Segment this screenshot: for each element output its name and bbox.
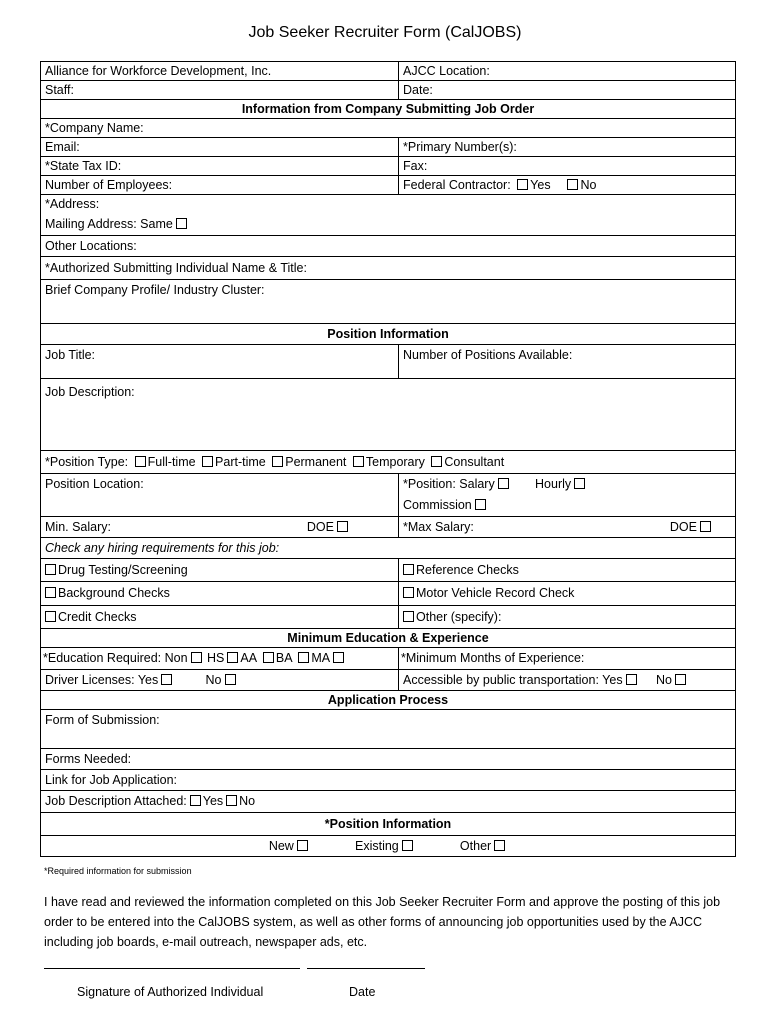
date-field[interactable]: Date: (399, 81, 736, 100)
edu-hs-checkbox[interactable] (227, 652, 238, 663)
credit-checks-label: Credit Checks (58, 610, 137, 624)
driver-license-field (41, 670, 399, 691)
fulltime-label: Full-time (147, 455, 196, 469)
motor-vehicle-label: Motor Vehicle Record Check (416, 586, 575, 600)
federal-no-label: No (580, 178, 597, 192)
position-status-row (41, 836, 736, 857)
edu-ba-label: BA (275, 651, 292, 665)
application-link-field[interactable]: Link for Job Application: (41, 770, 736, 791)
edu-hs-label: HS (207, 651, 225, 665)
attached-yes-checkbox[interactable] (190, 795, 201, 806)
submission-form-field[interactable]: Form of Submission: (41, 710, 736, 749)
edu-aa-label: AA (240, 651, 257, 665)
staff-field[interactable]: Staff: (41, 81, 399, 100)
transport-field (399, 670, 736, 691)
salary-label: *Position: Salary (403, 477, 495, 491)
authorized-individual-field[interactable]: *Authorized Submitting Individual Name & Title: (41, 257, 736, 280)
compensation-field (399, 474, 736, 517)
background-checks-label: Background Checks (58, 586, 170, 600)
parttime-label: Part-time (215, 455, 266, 469)
fax-field[interactable]: Fax: (399, 157, 736, 176)
consultant-checkbox[interactable] (431, 456, 442, 467)
attached-no-checkbox[interactable] (226, 795, 237, 806)
required-footnote: *Required information for submission (44, 866, 192, 876)
approval-statement: I have read and reviewed the information completed on this Job Seeker Recruiter Form and approve the posting of this job order to be entered into the CalJOBS system, as well as other forms of announcing job opportunities used by the AJCC including job boards, e-mail outreach, newspaper ads, etc. (44, 895, 721, 949)
date-label: Date (349, 985, 376, 999)
min-doe-checkbox[interactable] (337, 521, 348, 532)
company-profile-field[interactable]: Brief Company Profile/ Industry Cluster: (41, 280, 736, 324)
edu-none-checkbox[interactable] (191, 652, 202, 663)
permanent-checkbox[interactable] (272, 456, 283, 467)
temporary-checkbox[interactable] (353, 456, 364, 467)
company-name-field[interactable]: *Company Name: (41, 119, 736, 138)
permanent-label: Permanent (285, 455, 347, 469)
job-description-attached-field (41, 791, 736, 813)
education-required-field (41, 648, 399, 670)
federal-no-checkbox[interactable] (567, 179, 578, 190)
edu-ma-label: MA (311, 651, 331, 665)
state-tax-id-field[interactable]: *State Tax ID: (41, 157, 399, 176)
federal-contractor-field (399, 176, 736, 195)
fulltime-checkbox[interactable] (135, 456, 146, 467)
max-doe-checkbox[interactable] (700, 521, 711, 532)
job-description-field[interactable]: Job Description: (41, 379, 736, 451)
driver-yes-label: Driver Licenses: Yes (45, 673, 159, 687)
req-motor-cell (399, 582, 736, 606)
req-reference-cell (399, 559, 736, 582)
primary-number-field[interactable]: *Primary Number(s): (399, 138, 736, 157)
edu-ma-checkbox[interactable] (333, 652, 344, 663)
mailing-same-checkbox[interactable] (176, 218, 187, 229)
max-doe-label: DOE (669, 520, 697, 534)
recruiter-form-table (40, 61, 736, 857)
position-type-row (41, 451, 736, 474)
attached-label: Job Description Attached: (45, 794, 187, 808)
education-section-heading: Minimum Education & Experience (41, 629, 736, 648)
req-background-cell (41, 582, 399, 606)
position-section-heading: Position Information (41, 324, 736, 345)
transport-yes-label: Accessible by public transportation: Yes (403, 673, 623, 687)
position-type-label: *Position Type: (45, 455, 129, 469)
drug-testing-label: Drug Testing/Screening (58, 563, 188, 577)
org-name: Alliance for Workforce Development, Inc. (41, 62, 399, 81)
hiring-requirements-note: Check any hiring requirements for this job: (41, 538, 736, 559)
transport-no-checkbox[interactable] (675, 674, 686, 685)
credit-checks-checkbox[interactable] (45, 611, 56, 622)
application-section-heading: Application Process (41, 691, 736, 710)
forms-needed-field[interactable]: Forms Needed: (41, 749, 736, 770)
min-salary-label: Min. Salary: (45, 520, 111, 534)
form-title: Job Seeker Recruiter Form (CalJOBS) (248, 24, 522, 41)
date-line[interactable] (307, 968, 425, 969)
edu-ba-checkbox[interactable] (298, 652, 309, 663)
status-existing-checkbox[interactable] (402, 840, 413, 851)
status-new-label: New (268, 839, 294, 853)
transport-yes-checkbox[interactable] (626, 674, 637, 685)
company-section-heading: Information from Company Submitting Job Order (41, 100, 736, 119)
status-existing-label: Existing (354, 839, 399, 853)
federal-contractor-label: Federal Contractor: (403, 178, 511, 192)
min-salary-field[interactable] (41, 517, 399, 538)
max-salary-label: *Max Salary: (403, 520, 474, 534)
req-other-cell (399, 606, 736, 629)
min-doe-label: DOE (306, 520, 334, 534)
other-req-label: Other (specify): (416, 610, 502, 624)
max-salary-field[interactable] (399, 517, 736, 538)
email-field[interactable]: Email: (41, 138, 399, 157)
attached-yes-label: Yes (202, 794, 224, 808)
signature-label: Signature of Authorized Individual (77, 985, 264, 999)
address-field[interactable]: *Address: (41, 195, 736, 214)
position-location-field[interactable]: Position Location: (41, 474, 399, 517)
hourly-label: Hourly (535, 477, 572, 491)
hourly-checkbox[interactable] (574, 478, 585, 489)
status-other-checkbox[interactable] (494, 840, 505, 851)
job-title-field[interactable]: Job Title: (41, 345, 399, 379)
transport-no-label: No (655, 673, 672, 687)
commission-label: Commission (403, 498, 472, 512)
signature-line[interactable] (44, 968, 300, 969)
motor-vehicle-checkbox[interactable] (403, 587, 414, 598)
status-new-checkbox[interactable] (297, 840, 308, 851)
reference-checks-label: Reference Checks (416, 563, 519, 577)
mailing-address-label: Mailing Address: Same (45, 217, 173, 231)
edu-aa-checkbox[interactable] (263, 652, 274, 663)
num-positions-field[interactable]: Number of Positions Available: (399, 345, 736, 379)
salary-checkbox[interactable] (498, 478, 509, 489)
temporary-label: Temporary (365, 455, 425, 469)
driver-no-label: No (205, 673, 222, 687)
req-drug-cell (41, 559, 399, 582)
reference-checks-checkbox[interactable] (403, 564, 414, 575)
consultant-label: Consultant (444, 455, 505, 469)
ajcc-location-field[interactable]: AJCC Location: (399, 62, 736, 81)
education-required-label: *Education Required: Non (43, 651, 188, 665)
employees-field[interactable]: Number of Employees: (41, 176, 399, 195)
parttime-checkbox[interactable] (202, 456, 213, 467)
attached-no-label: No (239, 794, 256, 808)
federal-yes-checkbox[interactable] (517, 179, 528, 190)
min-months-field[interactable]: *Minimum Months of Experience: (399, 648, 736, 670)
mailing-address-field (41, 213, 736, 236)
drug-testing-checkbox[interactable] (45, 564, 56, 575)
commission-checkbox[interactable] (475, 499, 486, 510)
background-checks-checkbox[interactable] (45, 587, 56, 598)
driver-yes-checkbox[interactable] (161, 674, 172, 685)
req-credit-cell (41, 606, 399, 629)
other-req-checkbox[interactable] (403, 611, 414, 622)
final-position-heading: *Position Information (41, 813, 736, 836)
federal-yes-label: Yes (530, 178, 551, 192)
other-locations-field[interactable]: Other Locations: (41, 236, 736, 257)
status-other-label: Other (459, 839, 492, 853)
driver-no-checkbox[interactable] (225, 674, 236, 685)
